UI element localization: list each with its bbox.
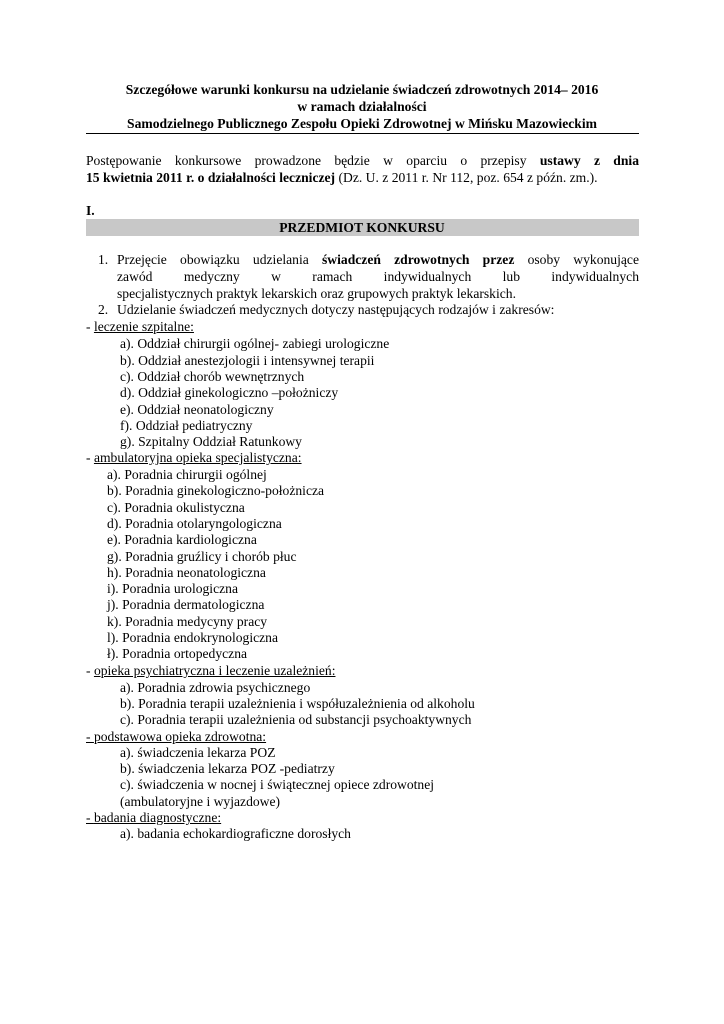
group-dash: -	[86, 450, 94, 465]
group-heading	[86, 450, 302, 466]
list-item: h). Poradnia neonatologiczna	[107, 565, 266, 580]
list-item: ł). Poradnia ortopedyczna	[107, 646, 248, 661]
list-item: b). Poradnia terapii uzależnienia i współuzależnienia od alkoholu	[120, 696, 475, 711]
intro-line-2	[86, 170, 598, 186]
group-dash: -	[86, 810, 94, 825]
group-heading	[86, 663, 335, 679]
list-item: a). Poradnia chirurgii ogólnej	[107, 467, 267, 482]
list-item: b). świadczenia lekarza POZ -pediatrzy	[120, 761, 335, 776]
group-title: leczenie szpitalne:	[93, 319, 194, 334]
list-item: a). badania echokardiograficzne dorosłych	[120, 826, 351, 841]
list-item: a). świadczenia lekarza POZ	[120, 745, 276, 760]
point-1-bold: świadczeń zdrowotnych przez	[322, 252, 515, 267]
list-item: b). Oddział anestezjologii i intensywnej terapii	[120, 353, 375, 368]
group-heading	[86, 810, 221, 826]
group-title: opieka psychiatryczna i leczenie uzależnień:	[93, 663, 336, 678]
list-item: c). Oddział chorób wewnętrznych	[120, 369, 305, 384]
list-item: i). Poradnia urologiczna	[107, 581, 238, 596]
point-1-line-3: specjalistycznych praktyk lekarskich oraz grupowych praktyk lekarskich.	[117, 286, 516, 301]
list-item: c). świadczenia w nocnej i świątecznej opiece zdrowotnej	[120, 777, 435, 792]
list-item: k). Poradnia medycyny pracy	[107, 614, 268, 629]
header-line-3: Samodzielnego Publicznego Zespołu Opieki Zdrowotnej w Mińsku Mazowieckim	[127, 116, 597, 131]
list-item: b). Poradnia ginekologiczno-położnicza	[107, 483, 325, 498]
list-item: f). Oddział pediatryczny	[120, 418, 253, 433]
point-1-text: Przejęcie obowiązku udzielania	[117, 252, 323, 267]
point-2-text: Udzielanie świadczeń medycznych dotyczy następujących rodzajów i zakresów:	[117, 302, 555, 317]
list-item: d). Oddział ginekologiczno –położniczy	[120, 385, 339, 400]
group-dash: -	[86, 663, 94, 678]
group-title: badania diagnostyczne:	[93, 810, 222, 825]
group-dash: -	[86, 319, 94, 334]
list-item: g). Poradnia gruźlicy i chorób płuc	[107, 549, 297, 564]
header-line-1: Szczegółowe warunki konkursu na udzielanie świadczeń zdrowotnych 2014– 2016	[125, 82, 599, 97]
point-1-text-end: osoby wykonujące	[514, 252, 639, 267]
header-line-2: w ramach działalności	[297, 99, 427, 114]
point-1-number: 1.	[98, 252, 109, 267]
section-number: I.	[86, 203, 95, 218]
list-item: e). Poradnia kardiologiczna	[107, 532, 257, 547]
intro-law-bold: ustawy z dnia	[539, 153, 639, 168]
list-item: c). Poradnia terapii uzależnienia od substancji psychoaktywnych	[120, 712, 472, 727]
group-heading	[86, 319, 194, 335]
list-item: a). Oddział chirurgii ogólnej- zabiegi urologiczne	[120, 336, 390, 351]
list-item: a). Poradnia zdrowia psychicznego	[120, 680, 311, 695]
intro-text: Postępowanie konkursowe prowadzone będzie w oparciu o przepisy	[86, 153, 540, 168]
point-1-line-1	[117, 252, 639, 268]
group-title: ambulatoryjna opieka specjalistyczna:	[93, 450, 302, 465]
group-heading	[86, 729, 266, 745]
point-2-number: 2.	[98, 302, 109, 317]
header-underline	[86, 133, 639, 134]
list-item: l). Poradnia endokrynologiczna	[107, 630, 279, 645]
point-1-line-2: zawód medyczny w ramach indywidualnych lub indywidualnych	[117, 269, 639, 284]
intro-citation: (Dz. U. z 2011 r. Nr 112, poz. 654 z późn. zm.).	[335, 170, 598, 185]
list-item: d). Poradnia otolaryngologiczna	[107, 516, 282, 531]
list-item: (ambulatoryjne i wyjazdowe)	[120, 794, 281, 809]
group-title: podstawowa opieka zdrowotna:	[93, 729, 267, 744]
list-item: c). Poradnia okulistyczna	[107, 500, 245, 515]
list-item: e). Oddział neonatologiczny	[120, 402, 274, 417]
list-item: g). Szpitalny Oddział Ratunkowy	[120, 434, 302, 449]
section-title: PRZEDMIOT KONKURSU	[279, 220, 445, 235]
intro-line-1	[86, 153, 639, 169]
list-item: j). Poradnia dermatologiczna	[107, 597, 265, 612]
group-dash: -	[86, 729, 94, 744]
intro-law-date: 15 kwietnia 2011 r. o działalności leczniczej	[86, 170, 336, 185]
